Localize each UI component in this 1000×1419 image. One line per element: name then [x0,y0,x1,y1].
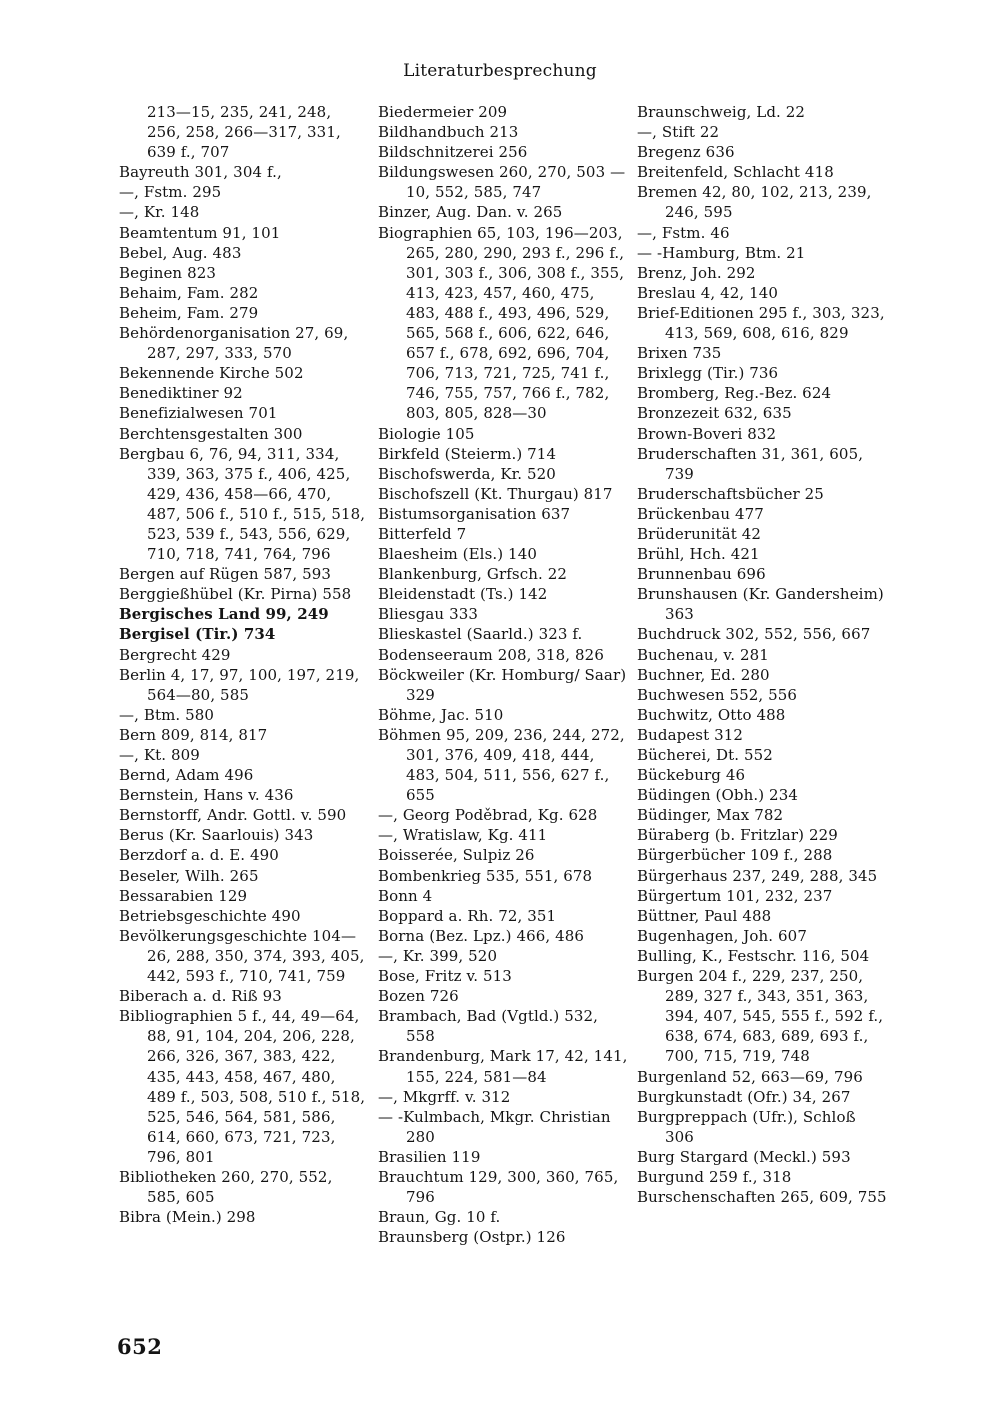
index-entry: Bibliographien 5 f., 44, 49—64, 88, 91, 104, 204, 206, 228, 266, 326, 367, 383, 422, 435, 443, 458, 467, 480, 489 f., 503, 508, 510 f., 518, 525, 546, 564, 581, 586, 614, 660, 673, 721, 723, 796, 801 [119,1007,366,1166]
index-entry: Beamtentum 91, 101 [119,223,281,242]
index-entry: Berzdorf a. d. E. 490 [119,846,279,865]
index-entry: Beseler, Wilh. 265 [119,866,259,885]
index-entry: Bombenkrieg 535, 551, 678 [378,866,593,885]
index-entry: Brenz, Joh. 292 [637,263,756,282]
index-entry: Binzer, Aug. Dan. v. 265 [378,203,563,222]
index-entry: Büdingen (Obh.) 234 [637,786,798,805]
index-entry: Brunshausen (Kr. Gandersheim) 363 [637,585,884,624]
index-entry: Bugenhagen, Joh. 607 [637,926,807,945]
index-entry: —, Georg Poděbrad, Kg. 628 [378,806,598,825]
index-entry: —, Kr. 399, 520 [378,946,498,965]
index-entry: —, Wratislaw, Kg. 411 [378,826,548,845]
index-entry: Berlin 4, 17, 97, 100, 197, 219, 564—80, 585 [119,665,360,704]
index-entry: Bergbau 6, 76, 94, 311, 334, 339, 363, 375 f., 406, 425, 429, 436, 458—66, 470, 487, 506 f., 510 f., 515, 518, 523, 539 f., 543, 556, 629, 710, 718, 741, 764, 796 [119,444,366,564]
index-entry: Brown-Boveri 832 [637,424,777,443]
running-head: Literaturbesprechung [403,61,597,81]
index-entry: Biberach a. d. Riß 93 [119,987,282,1006]
index-entry: Breslau 4, 42, 140 [637,283,779,302]
index-entry: — -Kulmbach, Mkgr. Christian 280 [378,1107,611,1146]
index-entry: Bruderschaftsbücher 25 [637,484,824,503]
index-entry: Bliesgau 333 [378,605,478,624]
index-entry: Bückeburg 46 [637,766,746,785]
index-entry: Burgund 259 f., 318 [637,1167,792,1186]
index-entry: Bürgerbücher 109 f., 288 [637,846,833,865]
index-entry: Böhmen 95, 209, 236, 244, 272, 301, 376, 409, 418, 444, 483, 504, 511, 556, 627 f., 655 [378,725,625,805]
index-entry: Bernstein, Hans v. 436 [119,786,294,805]
index-entry: Burgkunstadt (Ofr.) 34, 267 [637,1087,851,1106]
index-entry: Brüderunität 42 [637,524,761,543]
index-entry: Buchwitz, Otto 488 [637,705,786,724]
index-entry: Bürgerhaus 237, 249, 288, 345 [637,866,878,885]
index-entry: Bronzezeit 632, 635 [637,404,792,423]
index-entry: Büdinger, Max 782 [637,806,784,825]
index-column-3 [637,102,887,1207]
index-entry: Biedermeier 209 [378,103,508,121]
index-entry: Blieskastel (Saarld.) 323 f. [378,625,583,644]
index-entry: Bildhandbuch 213 [378,123,519,142]
index-entry: Bildschnitzerei 256 [378,143,528,162]
index-entry: Budapest 312 [637,725,744,744]
index-entry: —, Btm. 580 [119,705,215,724]
index-entry: Benefizialwesen 701 [119,404,278,423]
index-entry: 213—15, 235, 241, 248, 256, 258, 266—317, 331, 639 f., 707 [147,103,341,162]
index-entry: Borna (Bez. Lpz.) 466, 486 [378,926,585,945]
index-entry: Braunschweig, Ld. 22 [637,103,806,121]
index-entry: Bücherei, Dt. 552 [637,746,773,764]
index-entry: Bergisel (Tir.) 734 [119,625,276,644]
index-entry: Bergrecht 429 [119,645,231,664]
index-entry: Buchenau, v. 281 [637,645,769,664]
index-entry: Braun, Gg. 10 f. [378,1208,501,1227]
index-entry: Bulling, K., Festschr. 116, 504 [637,946,870,965]
index-entry: Bergisches Land 99, 249 [119,605,329,624]
index-entry: Buchner, Ed. 280 [637,665,770,684]
index-entry: Braunsberg (Ostpr.) 126 [378,1228,566,1247]
index-entry: Bibra (Mein.) 298 [119,1208,256,1227]
index-entry: Blankenburg, Grfsch. 22 [378,565,568,584]
index-entry: Brixlegg (Tir.) 736 [637,364,779,383]
index-entry: Büraberg (b. Fritzlar) 229 [637,826,838,845]
index-column-1 [119,102,369,1227]
index-entry: Boppard a. Rh. 72, 351 [378,906,557,925]
index-entry: Bozen 726 [378,987,459,1006]
index-entry: Brückenbau 477 [637,504,764,523]
index-entry: Bern 809, 814, 817 [119,725,268,744]
index-entry: —, Kr. 148 [119,203,200,222]
index-entry: Bregenz 636 [637,143,735,162]
index-entry: Brauchtum 129, 300, 360, 765, 796 [378,1167,619,1207]
index-entry: Bevölkerungsgeschichte 104—26, 288, 350, 374, 393, 405, 442, 593 f., 710, 741, 759 [119,926,365,986]
index-entry: Biologie 105 [378,424,475,443]
index-entry: —, Mkgrff. v. 312 [378,1087,511,1106]
index-entry: Bonn 4 [378,886,433,905]
index-entry: Bitterfeld 7 [378,524,467,543]
index-entry: Bromberg, Reg.-Bez. 624 [637,384,832,403]
index-entry: Brasilien 119 [378,1147,481,1166]
index-entry: Benediktiner 92 [119,384,243,403]
index-entry: Behaim, Fam. 282 [119,283,259,302]
page-number: 652 [117,1334,163,1359]
index-entry: Brixen 735 [637,344,722,363]
index-entry: Behördenorganisation 27, 69, 287, 297, 333, 570 [119,324,349,363]
index-entry: Bürgertum 101, 232, 237 [637,886,833,905]
index-entry: Bekennende Kirche 502 [119,364,304,383]
index-entry: Brühl, Hch. 421 [637,545,760,564]
index-entry: Betriebsgeschichte 490 [119,906,301,925]
index-entry: Bernd, Adam 496 [119,766,254,785]
index-entry: —, Fstm. 295 [119,183,222,202]
index-entry: Beheim, Fam. 279 [119,303,259,322]
index-entry: Bleidenstadt (Ts.) 142 [378,585,548,604]
index-entry: Böckweiler (Kr. Homburg/ Saar) 329 [378,665,627,704]
index-entry: Bremen 42, 80, 102, 213, 239, 246, 595 [637,183,872,222]
index-column-2 [378,102,628,1247]
index-entry: Biographien 65, 103, 196—203, 265, 280, 290, 293 f., 296 f., 301, 303 f., 306, 308 f., 355, 413, 423, 457, 460, 475, 483, 488 f., 493, 496, 529, 565, 568 f., 606, 622, 646, 657 f., 678, 692, 696, 704, 706, 713, 721, 725, 741 f., 746, 755, 757, 766 f., 782, 803, 805, 828—30 [378,223,625,423]
index-entry: Böhme, Jac. 510 [378,705,504,724]
index-entry: Breitenfeld, Schlacht 418 [637,163,834,182]
index-entry: Bodenseeraum 208, 318, 826 [378,645,604,664]
index-entry: Bebel, Aug. 483 [119,243,242,262]
index-entry: Brief-Editionen 295 f., 303, 323, 413, 569, 608, 616, 829 [637,303,885,343]
index-entry: Burgpreppach (Ufr.), Schloß 306 [637,1107,856,1146]
index-entry: Boisserée, Sulpiz 26 [378,846,535,865]
index-entry: Büttner, Paul 488 [637,906,772,925]
index-entry: Berus (Kr. Saarlouis) 343 [119,826,314,845]
index-entry: Buchwesen 552, 556 [637,685,798,704]
index-entry: Bischofswerda, Kr. 520 [378,464,556,483]
index-entry: Brandenburg, Mark 17, 42, 141, 155, 224, 581—84 [378,1047,628,1086]
index-entry: Burgenland 52, 663—69, 796 [637,1067,863,1086]
index-entry: Bergen auf Rügen 587, 593 [119,565,332,584]
index-entry: Beginen 823 [119,263,216,282]
index-entry: Burgen 204 f., 229, 237, 250, 289, 327 f., 343, 351, 363, 394, 407, 545, 555 f., 592 f., 638, 674, 683, 689, 693 f., 700, 715, 719, 748 [637,967,884,1066]
index-entry: Bischofszell (Kt. Thurgau) 817 [378,484,613,503]
index-entry: Bernstorff, Andr. Gottl. v. 590 [119,806,347,825]
index-entry: Burschenschaften 265, 609, 755 [637,1188,887,1207]
index-entry: —, Fstm. 46 [637,223,730,242]
index-entry: —, Stift 22 [637,123,720,142]
index-entry: Bessarabien 129 [119,886,248,905]
index-entry: Brunnenbau 696 [637,565,766,584]
index-entry: Bibliotheken 260, 270, 552, 585, 605 [119,1167,333,1207]
index-entry: Brambach, Bad (Vgtld.) 532, 558 [378,1007,599,1046]
index-entry: Blaesheim (Els.) 140 [378,545,537,564]
index-entry: Bayreuth 301, 304 f., [119,163,282,182]
index-entry: Berchtensgestalten 300 [119,424,303,443]
index-entry: Bildungswesen 260, 270, 503 —10, 552, 585, 747 [378,163,626,202]
index-entry: Berggießhübel (Kr. Pirna) 558 [119,585,352,604]
index-entry: Bose, Fritz v. 513 [378,967,512,986]
index-entry: —, Kt. 809 [119,746,200,764]
index-entry: — -Hamburg, Btm. 21 [637,243,806,262]
index-entry: Bistumsorganisation 637 [378,504,571,523]
index-entry: Buchdruck 302, 552, 556, 667 [637,625,871,644]
index-entry: Birkfeld (Steierm.) 714 [378,444,557,463]
index-entry: Burg Stargard (Meckl.) 593 [637,1147,851,1166]
index-entry: Bruderschaften 31, 361, 605, 739 [637,444,864,483]
